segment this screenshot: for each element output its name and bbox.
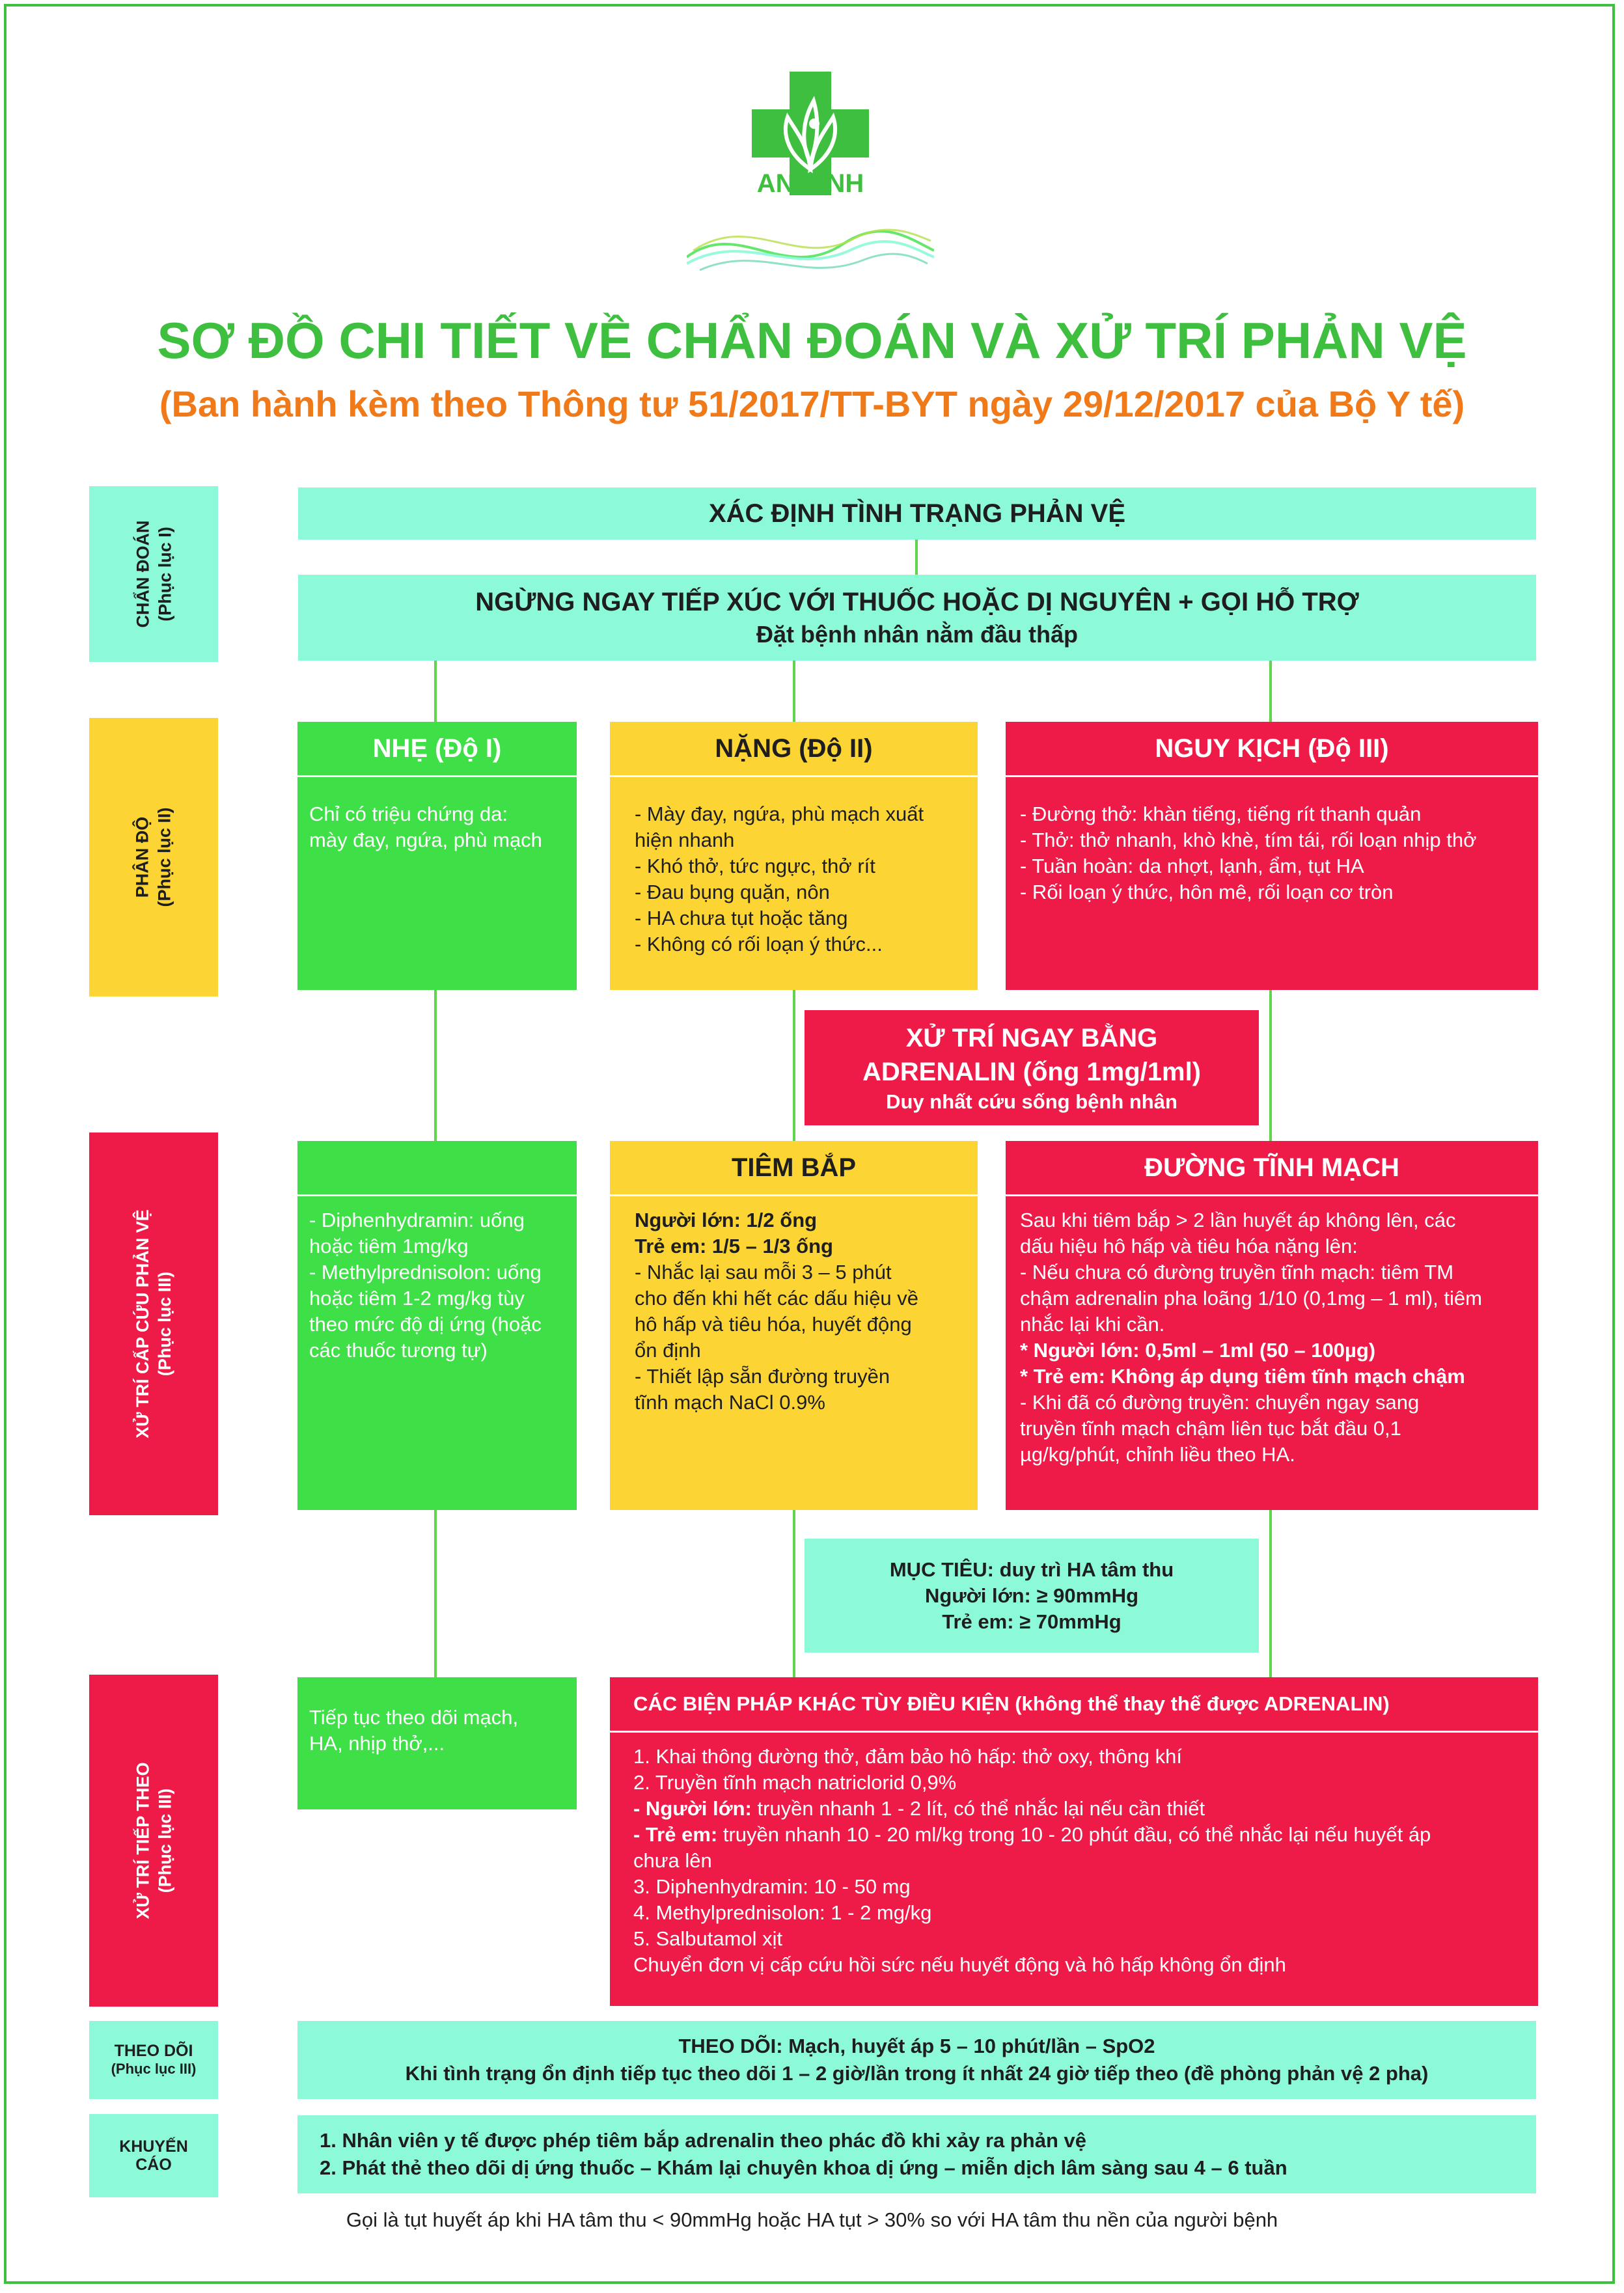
target-box [802, 1536, 1261, 1655]
iv-line: µg/kg/phút, chỉnh liều theo HA. [1020, 1443, 1295, 1466]
adrenalin-box [802, 1008, 1261, 1128]
section-sublabel: (Phục lục I) [155, 527, 174, 622]
measure-line: Chuyển đơn vị cấp cứu hồi sức nếu huyết động và hô hấp không ổn định [633, 1953, 1286, 1976]
critical-symptoms [1020, 801, 1534, 905]
iv-line: Sau khi tiêm bắp > 2 lần huyết áp không lên, các [1020, 1209, 1456, 1231]
recommend-box [297, 2115, 1536, 2193]
section-sublabel: (Phục lục II) [154, 807, 174, 907]
brand-name: AN SINH [756, 169, 864, 198]
im-child-dose: Trẻ em: 1/5 – 1/3 ống [635, 1235, 833, 1257]
connector-line [915, 538, 918, 577]
severe-symptoms [635, 801, 973, 957]
measure-line: 5. Salbutamol xịt [633, 1927, 783, 1950]
im-treatment-box [610, 1141, 978, 1510]
divider [610, 1194, 978, 1196]
measure-text: truyền nhanh 1 - 2 lít, có thể nhắc lại nếu cần thiết [751, 1797, 1205, 1820]
im-line: - Nhắc lại sau mỗi 3 – 5 phút [635, 1261, 892, 1284]
symptom-line: - Đau bụng quặn, nôn [635, 881, 830, 903]
symptom-line: - Không có rối loạn ý thức... [635, 933, 883, 955]
section-phan-do [89, 718, 218, 996]
recommend-line-2: 2. Phát thẻ theo dõi dị ứng thuốc – Khám lại chuyên khoa dị ứng – miễn dịch lâm sàng sau 4 – 6 tuần [320, 2156, 1287, 2179]
footnote: Gọi là tụt huyết áp khi HA tâm thu < 90mmHg hoặc HA tụt > 30% so với HA tâm thu nền của người bệnh [346, 2208, 1278, 2231]
iv-line: - Khi đã có đường truyền: chuyển ngay sang [1020, 1391, 1420, 1414]
iv-line: dấu hiệu hô hấp và tiêu hóa nặng lên: [1020, 1235, 1358, 1257]
section-label: THEO DÕI [114, 2042, 193, 2060]
im-adult-dose: Người lớn: 1/2 ống [635, 1209, 818, 1231]
iv-line: truyền tĩnh mạch chậm liên tục bắt đầu 0,1 [1020, 1417, 1401, 1440]
im-line: - Thiết lập sẵn đường truyền [635, 1365, 890, 1388]
identify-box [298, 487, 1536, 540]
section-xu-tri-cap-cuu [89, 1133, 218, 1515]
stop-contact-subtitle: Đặt bệnh nhân nằm đầu thấp [756, 621, 1078, 648]
measure-line: 2. Truyền tĩnh mạch natriclorid 0,9% [633, 1771, 957, 1794]
im-line: tĩnh mạch NaCl 0.9% [635, 1391, 825, 1414]
treatment-line: theo mức độ dị ứng (hoặc [309, 1313, 542, 1336]
iv-header: ĐƯỜNG TĨNH MẠCH [1144, 1153, 1399, 1182]
symptom-line: Chỉ có triệu chứng da: [309, 803, 508, 825]
other-measures-text [633, 1744, 1532, 1978]
section-xu-tri-tiep-theo [89, 1675, 218, 2007]
critical-grade-box [1006, 722, 1538, 990]
mild-follow-up-box [297, 1677, 577, 1809]
measure-line [633, 1796, 1532, 1822]
adrenalin-title: XỬ TRÍ NGAY BẰNG [905, 1023, 1158, 1052]
mild-treatment-box [297, 1141, 577, 1510]
measure-bold: - Người lớn: [633, 1797, 752, 1820]
divider [297, 1194, 577, 1196]
target-label: MỤC TIÊU: [889, 1558, 995, 1581]
divider [1006, 775, 1538, 777]
symptom-line: - Tuần hoàn: da nhợt, lạnh, ẩm, tụt HA [1020, 855, 1364, 877]
page-subtitle: (Ban hành kèm theo Thông tư 51/2017/TT-BYT ngày 29/12/2017 của Bộ Y tế) [159, 383, 1465, 424]
symptom-line: - Thở: thở nhanh, khò khè, tím tái, rối loạn nhịp thở [1020, 829, 1477, 851]
other-measures-header: CÁC BIỆN PHÁP KHÁC TÙY ĐIỀU KIỆN (không thể thay thế được ADRENALIN) [633, 1692, 1390, 1715]
target-text: duy trì HA tâm thu [994, 1558, 1174, 1581]
mild-symptoms [309, 801, 570, 853]
monitor-box [297, 2021, 1536, 2099]
measure-line [633, 1822, 1532, 1848]
measure-text: truyền nhanh 10 - 20 ml/kg trong 10 - 20 phút đầu, có thể nhắc lại nếu huyết áp [717, 1823, 1431, 1846]
adrenalin-title-2: ADRENALIN (ống 1mg/1ml) [862, 1057, 1201, 1086]
im-treatment-text [635, 1207, 973, 1416]
target-adult: Người lớn: ≥ 90mmHg [924, 1584, 1139, 1607]
measure-line: 3. Diphenhydramin: 10 - 50 mg [633, 1875, 911, 1898]
treatment-line: hoặc tiêm 1-2 mg/kg tùy [309, 1287, 525, 1310]
follow-up-line: HA, nhịp thở,... [309, 1732, 445, 1755]
section-label: XỬ TRÍ CẤP CỨU PHẢN VỆ [133, 1209, 152, 1438]
measure-line: 4. Methylprednisolon: 1 - 2 mg/kg [633, 1901, 932, 1924]
severe-header: NẶNG (Độ II) [715, 734, 873, 763]
iv-child-note: * Trẻ em: Không áp dụng tiêm tĩnh mạch chậm [1020, 1365, 1465, 1388]
mild-grade-box [297, 722, 577, 990]
iv-line: chậm adrenalin pha loãng 1/10 (0,1mg – 1 ml), tiêm [1020, 1287, 1482, 1310]
divider [297, 775, 577, 777]
treatment-line: - Methylprednisolon: uống [309, 1261, 542, 1284]
target-line [890, 1557, 1174, 1583]
symptom-line: - Mày đay, ngứa, phù mạch xuất [635, 803, 924, 825]
recommend-line-1: 1. Nhân viên y tế được phép tiêm bắp adrenalin theo phác đồ khi xảy ra phản vệ [320, 2129, 1086, 2152]
section-chan-doan [89, 486, 218, 662]
mild-treatment-text [309, 1207, 573, 1364]
symptom-line: - Rối loạn ý thức, hôn mê, rối loạn cơ tròn [1020, 881, 1394, 903]
measure-line: chưa lên [633, 1849, 712, 1872]
section-sublabel: CÁO [135, 2156, 172, 2174]
target-child: Trẻ em: ≥ 70mmHg [942, 1610, 1122, 1633]
im-line: ổn định [635, 1339, 701, 1362]
section-khuyen-cao [89, 2114, 218, 2197]
symptom-line: - Khó thở, tức ngực, thở rít [635, 855, 875, 877]
stop-contact-title: NGỪNG NGAY TIẾP XÚC VỚI THUỐC HOẶC DỊ NGUYÊN + GỌI HỖ TRỢ [475, 588, 1359, 616]
severe-grade-box [610, 722, 978, 990]
symptom-line: mày đay, ngứa, phù mạch [309, 829, 542, 851]
section-theo-doi [89, 2021, 218, 2099]
other-measures-box [610, 1677, 1538, 2006]
stop-contact-box [298, 575, 1536, 661]
divider [610, 775, 978, 777]
monitor-line-2: Khi tình trạng ổn định tiếp tục theo dõi 1 – 2 giờ/lần trong ít nhất 24 giờ tiếp theo (đề phòng phản vệ 2 pha) [405, 2062, 1429, 2085]
critical-header: NGUY KỊCH (Độ III) [1155, 734, 1389, 763]
section-sublabel: (Phục lục III) [111, 2061, 197, 2077]
follow-up-line: Tiếp tục theo dõi mạch, [309, 1706, 519, 1729]
page-title: SƠ ĐỒ CHI TIẾT VỀ CHẨN ĐOÁN VÀ XỬ TRÍ PHẢN VỆ [157, 312, 1467, 369]
im-header: TIÊM BẮP [731, 1153, 857, 1182]
iv-line: nhắc lại khi cần. [1020, 1313, 1165, 1336]
section-sublabel: (Phục lục III) [155, 1271, 174, 1377]
iv-treatment-text [1020, 1207, 1534, 1468]
symptom-line: - Đường thở: khàn tiếng, tiếng rít thanh quản [1020, 803, 1422, 825]
treatment-line: - Diphenhydramin: uống [309, 1209, 525, 1231]
divider [610, 1731, 1538, 1733]
wave-decoration [687, 212, 934, 290]
section-label: PHÂN ĐỘ [132, 816, 152, 898]
section-label: CHẨN ĐOÁN [133, 520, 152, 628]
im-line: cho đến khi hết các dấu hiệu về [635, 1287, 919, 1310]
adrenalin-subtitle: Duy nhất cứu sống bệnh nhân [886, 1090, 1177, 1113]
measure-bold: - Trẻ em: [633, 1823, 718, 1846]
section-sublabel: (Phục lục III) [155, 1788, 174, 1893]
symptom-line: - HA chưa tụt hoặc tăng [635, 907, 848, 929]
monitor-line-1: THEO DÕI: Mạch, huyết áp 5 – 10 phút/lần – SpO2 [678, 2035, 1155, 2057]
iv-line: - Nếu chưa có đường truyền tĩnh mạch: tiêm TM [1020, 1261, 1454, 1284]
treatment-line: hoặc tiêm 1mg/kg [309, 1235, 469, 1257]
iv-adult-dose: * Người lớn: 0,5ml – 1ml (50 – 100µg) [1020, 1339, 1376, 1362]
iv-treatment-box [1006, 1141, 1538, 1510]
section-label: KHUYẾN [119, 2137, 188, 2156]
identify-text: XÁC ĐỊNH TÌNH TRẠNG PHẢN VỆ [708, 499, 1126, 528]
section-label: XỬ TRÍ TIẾP THEO [133, 1762, 152, 1919]
mild-follow-up-text [309, 1705, 573, 1757]
measure-line: 1. Khai thông đường thở, đảm bảo hô hấp: thở oxy, thông khí [633, 1745, 1182, 1768]
im-line: hô hấp và tiêu hóa, huyết động [635, 1313, 912, 1336]
divider [1006, 1194, 1538, 1196]
treatment-line: các thuốc tương tự) [309, 1339, 488, 1362]
symptom-line: hiện nhanh [635, 829, 735, 851]
mild-header: NHẸ (Độ I) [372, 734, 502, 763]
